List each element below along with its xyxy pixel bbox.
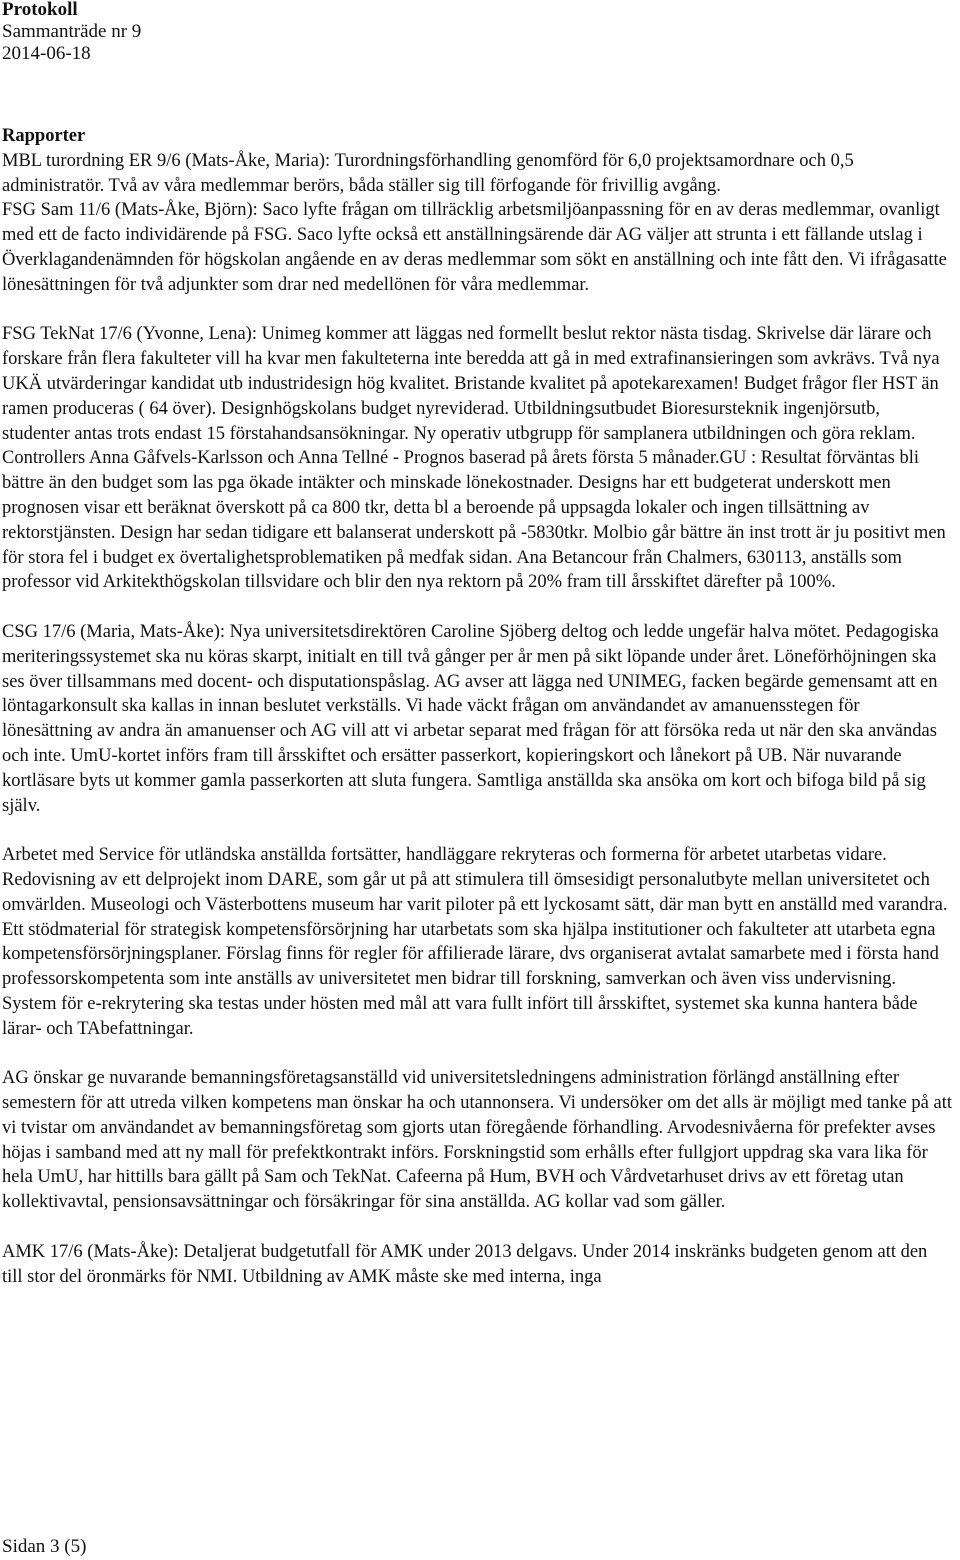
document-title: Protokoll bbox=[2, 0, 78, 20]
paragraph-fsg-teknat: FSG TekNat 17/6 (Yvonne, Lena): Unimeg kommer att läggas ned formellt beslut rektor nästa tisdag. Skrivelse där lärare och forskare från flera fakulteter vill ha kvar men fakulteterna inte beredda att gå in med extrafinansieringen som avkrävs. Två nya UKÄ utvärderingar kandidat utb industridesign hög kvalitet. Bristande kvalitet på apotekarexamen! Budget frågor fler HST än ramen produceras ( 64 över). Designhögskolans budget nyreviderad. Utbildningsutbudet Bioresursteknik ingenjörsutb, studenter antas trots endast 15 förstahandsansökningar. Ny operativ utbgrupp för samplanera utbildningen och göra reklam. Controllers Anna Gåfvels-Karlsson och Anna Tellné - Prognos baserad på årets första 5 månader.GU : Resultat förväntas bli bättre än den budget som las pga ökade intäkter och minskade lönekostnader. Designs har ett budgeterat underskott men prognosen visar ett beräknat överskott på ca 800 tkr, detta bl a beroende på uppsagda lokaler och ingen tillsättning av rektorstjänsten. Design har sedan tidigare ett balanserat underskott på -5830tkr. Molbio går bättre än inst trott är ju positivt men för stora fel i budget ex övertalighetsproblematiken på medfak sidan. Ana Betancour från Chalmers, 630113, anställs som professor vid Arkitekthögskolan tillsvidare och blir den nya rektorn på 20% fram till årsskiftet därefter på 100%. bbox=[2, 324, 946, 593]
paragraph-ag-onskar: AG önskar ge nuvarande bemanningsföretagsanställd vid universitetsledningens administration förlängd anställning efter semestern för att utreda vilken kompetens man önskar ha och utannonsera. Vi undersöker om det alls är möjligt med tanke på att vi tvistar om användandet av bemanningsföretag som gjorts utan föregående förhandling. Arvodesnivåerna för prefekter avses höjas i samband med att ny mall för prefektkontrakt införs. Forskningstid som erhålls efter fullgjort uppdrag ska vara lika för hela UmU, har hittills bara gällt på Sam och TekNat. Cafeerna på Hum, BVH och Vårdvetarhuset drivs av ett företag utan kollektivavtal, pensionsavsättningar och försäkringar för sina anställda. AG kollar vad som gäller. bbox=[2, 1068, 952, 1213]
meeting-number: Sammanträde nr 9 bbox=[2, 21, 142, 42]
paragraph-service-utlandska: Arbetet med Service för utländska anställda fortsätter, handläggare rekryteras och formerna för arbetet utarbetas vidare. Redovisning av ett delprojekt inom DARE, som går ut på att stimulera till ömsesidigt personalutbyte mellan universitetet och omvärlden. Museologi och Västerbottens museum har varit piloter på ett lyckosamt sätt, där man bytt en anställd med varandra. Ett stödmaterial för strategisk kompetensförsörjning har utarbetats som ska hjälpa institutioner och fakulteter att utarbeta egna kompetensförsörjningsplaner. Förslag finns för regler för affilierade lärare, dvs organiserat avtalat samarbete med i första hand professorskompetenta som inte anställs av universitetet men bidrar till forskning, samverkan och även viss undervisning. System för e-rekrytering ska testas under hösten med mål att vara fullt infört till årsskiftet, systemet ska kunna hantera både lärar- och TAbefattningar. bbox=[2, 845, 948, 1039]
paragraph-csg: CSG 17/6 (Maria, Mats-Åke): Nya universitetsdirektören Caroline Sjöberg deltog och ledde ungefär halva mötet. Pedagogiska meriteringssystemet ska nu köras skarpt, initialt en till två gånger per år men på sikt löpande under året. Löneförhöjningen ska ses över tillsammans med docent- och disputationspåslag. AG avser att lägga ned UNIMEG, facken begärde gemensamt att en löntagarkonsult ska kallas in innan beslutet verkställs. Vi hade väckt frågan om användandet av amanuensstegen för lönesättning av andra än amanuenser och AG vill att vi arbetar separat med frågan för att försöka reda ut när den ska användas och inte. UmU-kortet införs fram till årsskiftet och ersätter passerkort, kopieringskort och lånekort på UB. När nuvarande kortläsare byts ut kommer gamla passerkorten att sluta fungera. Samtliga anställda ska ansöka om kort och bifoga bild på sig själv. bbox=[2, 621, 939, 816]
document-body bbox=[2, 124, 952, 1314]
page-number: Sidan 3 (5) bbox=[2, 1536, 87, 1557]
paragraph-fsg-sam: FSG Sam 11/6 (Mats-Åke, Björn): Saco lyfte frågan om tillräcklig arbetsmiljöanpassning för en av deras medlemmar, ovanligt med ett de facto individärende på FSG. Saco lyfte också ett anställningsärende där AG väljer att strunta i ett fällande utslag i Överklagandenämnden för högskolan angående en av deras medlemmar som sökt en anställning och inte fått den. Vi ifrågasatte lönesättningen för två adjunkter som drar ned medellönen för våra medlemmar. bbox=[2, 200, 947, 295]
document-header bbox=[2, 0, 141, 65]
meeting-date: 2014-06-18 bbox=[2, 43, 91, 64]
paragraph-amk: AMK 17/6 (Mats-Åke): Detaljerat budgetutfall för AMK under 2013 delgavs. Under 2014 inskränks budgeten genom att den till stor del öronmärks för NMI. Utbildning av AMK måste ske med interna, inga bbox=[2, 1241, 928, 1287]
paragraph-mbl-turordning: MBL turordning ER 9/6 (Mats-Åke, Maria): Turordningsförhandling genomförd för 6,0 projektsamordnare och 0,5 administratör. Två av våra medlemmar berörs, båda ställer sig till förfogande för frivillig avgång. bbox=[2, 150, 854, 196]
section-heading: Rapporter bbox=[2, 126, 86, 146]
